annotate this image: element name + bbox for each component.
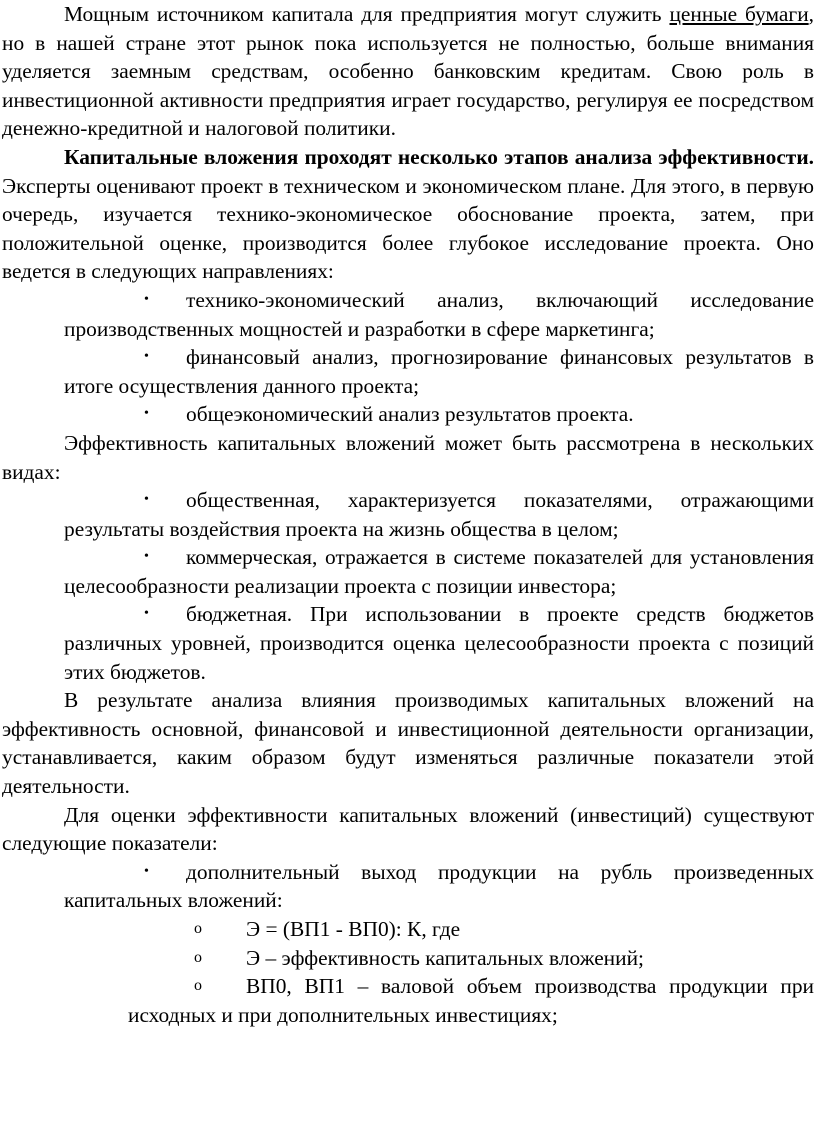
list-item bbox=[2, 858, 814, 915]
bullet-icon: • bbox=[144, 406, 149, 422]
circle-bullet-icon: o bbox=[194, 977, 202, 995]
list-item-text: бюджетная. При использовании в проекте средств бюджетов различных уровней, производится оценка целесообразности проекта с позиций этих бюджетов. bbox=[64, 602, 814, 684]
list-item-text: финансовый анализ, прогнозирование финансовых результатов в итоге осуществления данного проекта; bbox=[64, 345, 814, 398]
sub-list-item bbox=[2, 915, 814, 944]
circle-bullet-icon: o bbox=[194, 920, 202, 937]
circle-bullet-icon: o bbox=[194, 948, 202, 966]
paragraph-text: Мощным источником капитала для предприятия могут служить bbox=[64, 2, 670, 26]
list-item bbox=[2, 286, 814, 343]
list-item-text: коммерческая, отражается в системе показателей для установления целесообразности реализации проекта с позиции инвестора; bbox=[64, 545, 814, 598]
list-item bbox=[2, 543, 814, 600]
list-item bbox=[2, 486, 814, 543]
list-item-text: общественная, характеризуется показателями, отражающими результаты воздействия проекта на жизнь общества в целом; bbox=[64, 488, 814, 541]
sub-list-item-text: ВП0, ВП1 – валовой объем производства продукции при исходных и при дополнительных инвестициях; bbox=[128, 974, 814, 1027]
bold-heading-text: Капитальные вложения проходят несколько этапов анализа эффективности. bbox=[64, 144, 814, 169]
sub-list-item bbox=[2, 972, 814, 1029]
bullet-icon: • bbox=[144, 549, 149, 565]
list-item bbox=[2, 600, 814, 686]
paragraph-text: Эксперты оценивают проект в техническом и экономическом плане. Для этого, в первую очередь, изучается технико-экономическое обоснование проекта, затем, при положительной оценке, производится более глубокое исследование проекта. Оно ведется в следующих направлениях: bbox=[2, 173, 814, 284]
bullet-icon: • bbox=[144, 291, 149, 307]
sub-list-item bbox=[2, 944, 814, 973]
formula-text: Э = (ВП1 - ВП0): К, где bbox=[246, 917, 461, 941]
paragraph-securities bbox=[2, 0, 814, 143]
securities-link[interactable]: ценные бумаги bbox=[669, 2, 809, 26]
sub-list-item-text: Э – эффективность капитальных вложений; bbox=[246, 945, 644, 970]
list-item-text: технико-экономический анализ, включающий исследование производственных мощностей и разработки в сфере маркетинга; bbox=[64, 287, 814, 341]
bullet-icon: • bbox=[144, 863, 149, 879]
bullet-icon: • bbox=[144, 349, 149, 365]
list-item-text: дополнительный выход продукции на рубль произведенных капитальных вложений: bbox=[64, 859, 814, 913]
paragraph-analysis-stages bbox=[2, 143, 814, 286]
paragraph-analysis-results: В результате анализа влияния производимых капитальных вложений на эффективность основной, финансовой и инвестиционной деятельности организации, устанавливается, каким образом будут изменяться различные показатели этой деятельности. bbox=[2, 688, 814, 799]
bullet-icon: • bbox=[144, 606, 149, 622]
paragraph-efficiency-types: Эффективность капитальных вложений может быть рассмотрена в нескольких видах: bbox=[2, 430, 814, 484]
bullet-icon: • bbox=[144, 492, 149, 508]
paragraph-text: , но в нашей стране этот рынок пока используется не полностью, больше внимания уделяется заемным средствам, особенно банковским кредитам. Свою роль в инвестиционной активности предприятия играет государство, регулируя ее посредством денежно-кредитной и налоговой политики. bbox=[2, 2, 815, 141]
list-item bbox=[2, 343, 814, 400]
paragraph-indicators: Для оценки эффективности капитальных вложений (инвестиций) существуют следующие показатели: bbox=[2, 802, 814, 856]
list-item-text: общеэкономический анализ результатов проекта. bbox=[186, 402, 634, 427]
list-item bbox=[2, 400, 814, 429]
